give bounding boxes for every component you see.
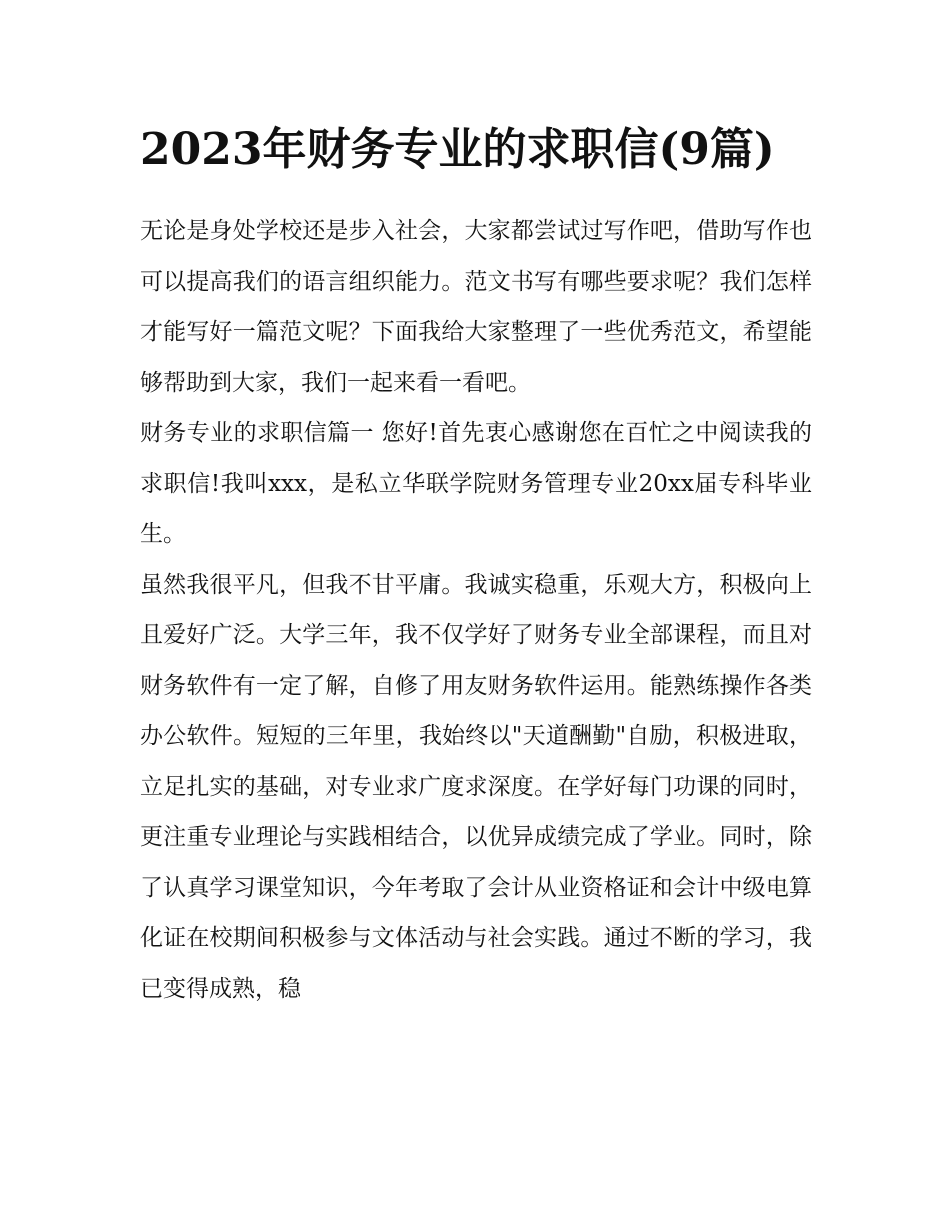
document-title: 2023年财务专业的求职信(9篇) (140, 124, 775, 175)
paragraph-self-description: 虽然我很平凡，但我不甘平庸。我诚实稳重，乐观大方，积极向上且爱好广泛。大学三年，我不仅学好了财务专业全部课程，而且对财务软件有一定了解，自修了用友财务软件运用。能熟练操作各类办公软件。短短的三年里，我始终以"天道酬勤"自励，积极进取，立足扎实的基础，对专业求广度求深度。在学好每门功课的同时，更注重专业理论与实践相结合，以优异成绩完成了学业。同时，除了认真学习课堂知识，今年考取了会计从业资格证和会计中级电算化证在校期间积极参与文体活动与社会实践。通过不断的学习，我已变得成熟，稳 (140, 571, 812, 1002)
paragraph-intro: 无论是身处学校还是步入社会，大家都尝试过写作吧，借助写作也可以提高我们的语言组织能力。范文书写有哪些要求呢？我们怎样才能写好一篇范文呢？下面我给大家整理了一些优秀范文，希望能够帮助到大家，我们一起来看一看吧。 (140, 218, 812, 396)
paragraph-letter-opening: 财务专业的求职信篇一 您好!首先衷心感谢您在百忙之中阅读我的求职信!我叫xxx，是私立华联学院财务管理专业20xx届专科毕业生。 (140, 420, 812, 547)
document-content (140, 118, 812, 1014)
document-body (140, 206, 812, 1014)
